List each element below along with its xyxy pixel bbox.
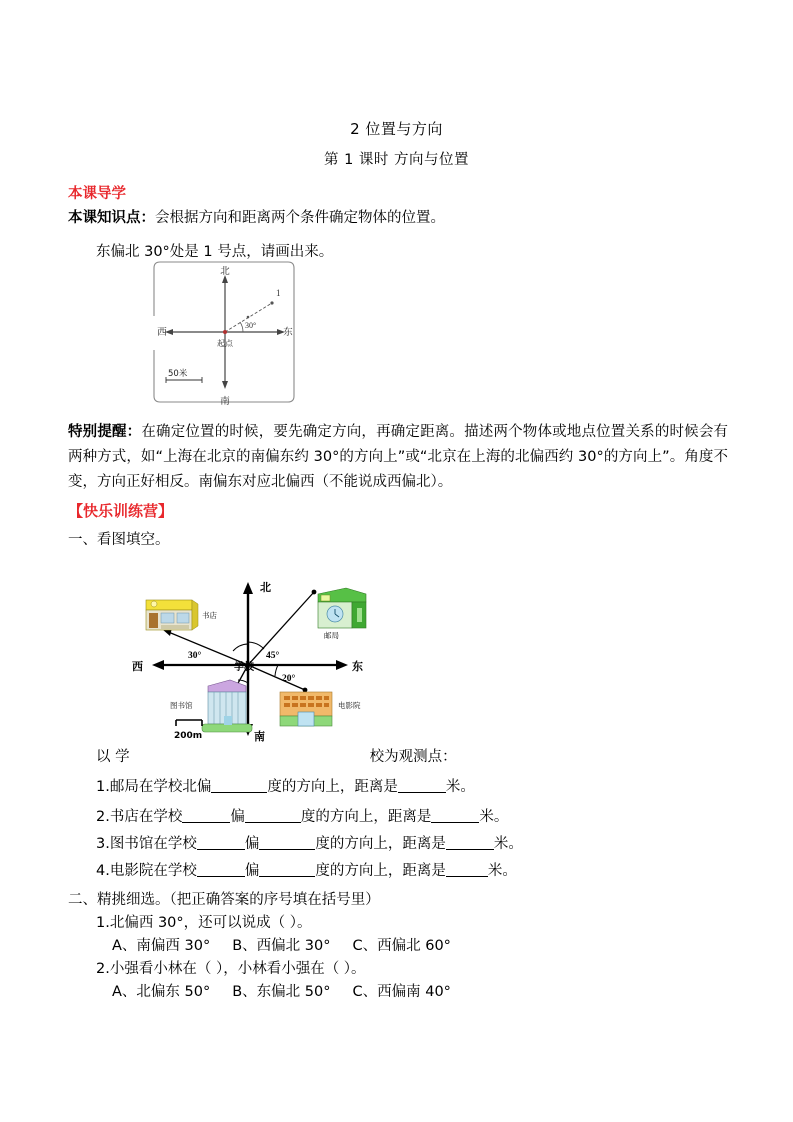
label-origin: 起点 — [217, 339, 233, 348]
mc-options-2 — [112, 980, 451, 1001]
arrow-south — [222, 381, 228, 389]
item4-part3: 度的方向上，距离是 — [315, 863, 446, 879]
item2-part2: 偏 — [230, 809, 245, 825]
item3-number: 3. — [96, 836, 110, 852]
map-label-south: 南 — [254, 730, 265, 743]
item1-number: 1. — [96, 779, 110, 795]
item1-part2: 度的方向上，距离是 — [267, 779, 398, 795]
mc2-option-b[interactable]: B、东偏北 50° — [232, 984, 331, 1000]
chapter-title: 2 位置与方向 — [350, 120, 443, 138]
arc-angle-nw — [233, 644, 248, 651]
figure-school-map — [130, 568, 380, 746]
label-post-office: 邮局 — [324, 631, 339, 640]
knowledge-point-label: 本课知识点： — [68, 210, 155, 226]
mc1-option-c[interactable]: C、西偏北 60° — [352, 938, 451, 954]
item3-part2: 偏 — [244, 836, 260, 852]
mc1-option-a[interactable]: A、南偏西 30° — [112, 938, 211, 954]
figure1-frame-upper — [154, 262, 160, 316]
label-south: 南 — [220, 396, 230, 406]
part-two-heading: 二、精挑细选。（把正确答案的序号填在括号里） — [68, 892, 380, 908]
origin-dot — [223, 330, 227, 334]
map-label-west: 西 — [132, 660, 143, 673]
mc2-option-c[interactable]: C、西偏南 40° — [352, 984, 451, 1000]
figure2-svg — [130, 568, 380, 746]
arc-angle-se — [275, 665, 278, 676]
item2-part1: 书店在学校 — [109, 809, 183, 825]
figure-compass-origin — [152, 258, 298, 406]
draw-task-text: 东偏北 30°处是 1 号点，请画出来。 — [96, 244, 334, 260]
label-map-scale: 200m — [174, 731, 203, 741]
label-library: 图书馆 — [170, 701, 193, 710]
map-label-school: 学校 — [234, 662, 254, 673]
item3-blank-degree[interactable] — [259, 834, 315, 850]
observation-suffix: 校为观测点： — [369, 749, 457, 765]
item4-blank-degree[interactable] — [259, 861, 315, 877]
item4-part4: 米。 — [487, 863, 517, 879]
map-angle-nw: 30° — [188, 651, 202, 661]
map-scale-bar — [176, 720, 202, 726]
knowledge-point-line — [68, 208, 445, 228]
observation-prefix: 以 学 — [96, 749, 130, 765]
item2-part3: 度的方向上，距离是 — [300, 809, 432, 825]
building-post-office — [318, 588, 366, 628]
lesson-title: 第 1 课时 方向与位置 — [323, 152, 470, 168]
item2-blank-degree[interactable] — [245, 807, 301, 823]
building-bookstore — [146, 600, 198, 630]
label-point-1: 1 — [276, 288, 281, 298]
label-west: 西 — [157, 327, 167, 338]
tip-text: 在确定位置的时候，要先确定方向，再确定距离。描述两个物体或地点位置关系的时候会有两种方式，如“上海在北京的南偏东约 30°的方向上”或“北京在上海的北偏西约 30°的方向上”。角度不变，方向正好相反。南偏东对应北偏西（不能说成西偏北）。 — [68, 424, 729, 490]
item3-part1: 图书馆在学校 — [109, 836, 197, 852]
map-label-north: 北 — [260, 581, 271, 594]
angle-arc-30 — [240, 322, 243, 332]
post-office-point — [312, 590, 317, 595]
fill-blank-item-3 — [96, 832, 523, 853]
arc-angle-ne — [248, 642, 264, 649]
item2-part4: 米。 — [479, 809, 509, 825]
special-tip-block — [68, 420, 728, 495]
item1-blank-distance[interactable] — [398, 777, 446, 793]
label-east: 东 — [283, 327, 293, 338]
item3-part4: 米。 — [493, 836, 523, 852]
fill-blank-item-2 — [96, 805, 508, 826]
label-scale-50m: 50米 — [168, 369, 188, 379]
observation-point-line — [96, 745, 656, 766]
cinema-point — [303, 688, 308, 693]
label-north: 北 — [220, 266, 230, 277]
item2-number: 2. — [96, 809, 110, 825]
map-angle-se: 20° — [282, 674, 296, 684]
label-bookstore: 书店 — [202, 611, 217, 620]
point-1-dot — [270, 301, 273, 304]
item4-blank-direction[interactable] — [197, 861, 245, 877]
mc1-option-b[interactable]: B、西偏北 30° — [232, 938, 331, 954]
item4-part1: 电影院在学校 — [109, 863, 197, 879]
item4-part2: 偏 — [244, 863, 260, 879]
building-cinema — [280, 692, 332, 726]
map-arrow-west — [152, 660, 164, 670]
item3-part3: 度的方向上，距离是 — [315, 836, 446, 852]
ray-to-post-office — [248, 592, 314, 665]
mc-question-2: 2.小强看小林在（ ），小林看小强在（ ）。 — [96, 961, 366, 977]
map-arrow-east — [336, 660, 348, 670]
item1-part3: 米。 — [445, 779, 475, 795]
tip-label: 特别提醒： — [68, 424, 142, 440]
item2-blank-distance[interactable] — [431, 807, 479, 823]
label-angle-30: 30° — [245, 321, 257, 330]
fill-blank-item-4 — [96, 859, 517, 880]
item3-blank-direction[interactable] — [197, 834, 245, 850]
label-cinema: 电影院 — [338, 701, 361, 710]
knowledge-point-text: 会根据方向和距离两个条件确定物体的位置。 — [155, 210, 445, 226]
map-label-east: 东 — [352, 660, 363, 673]
item3-blank-distance[interactable] — [446, 834, 494, 850]
item4-number: 4. — [96, 863, 110, 879]
mc2-option-a[interactable]: A、北偏东 50° — [112, 984, 211, 1000]
item1-blank-degree[interactable] — [211, 777, 267, 793]
mc-question-1: 1.北偏西 30°，还可以说成（ ）。 — [96, 915, 312, 931]
item2-blank-direction[interactable] — [182, 807, 230, 823]
map-angle-ne: 45° — [266, 651, 280, 661]
section-heading-camp: 【快乐训练营】 — [68, 502, 174, 520]
part-one-heading: 一、看图填空。 — [68, 532, 170, 548]
item1-part1: 邮局在学校北偏 — [109, 779, 212, 795]
mc-options-1 — [112, 934, 451, 955]
map-arrow-north — [243, 582, 253, 594]
ray-midpoint — [247, 316, 250, 319]
fill-blank-item-1 — [96, 775, 475, 796]
figure1-svg — [152, 258, 298, 406]
building-library — [202, 680, 252, 732]
section-heading-guide: 本课导学 — [68, 186, 126, 202]
item4-blank-distance[interactable] — [446, 861, 488, 877]
